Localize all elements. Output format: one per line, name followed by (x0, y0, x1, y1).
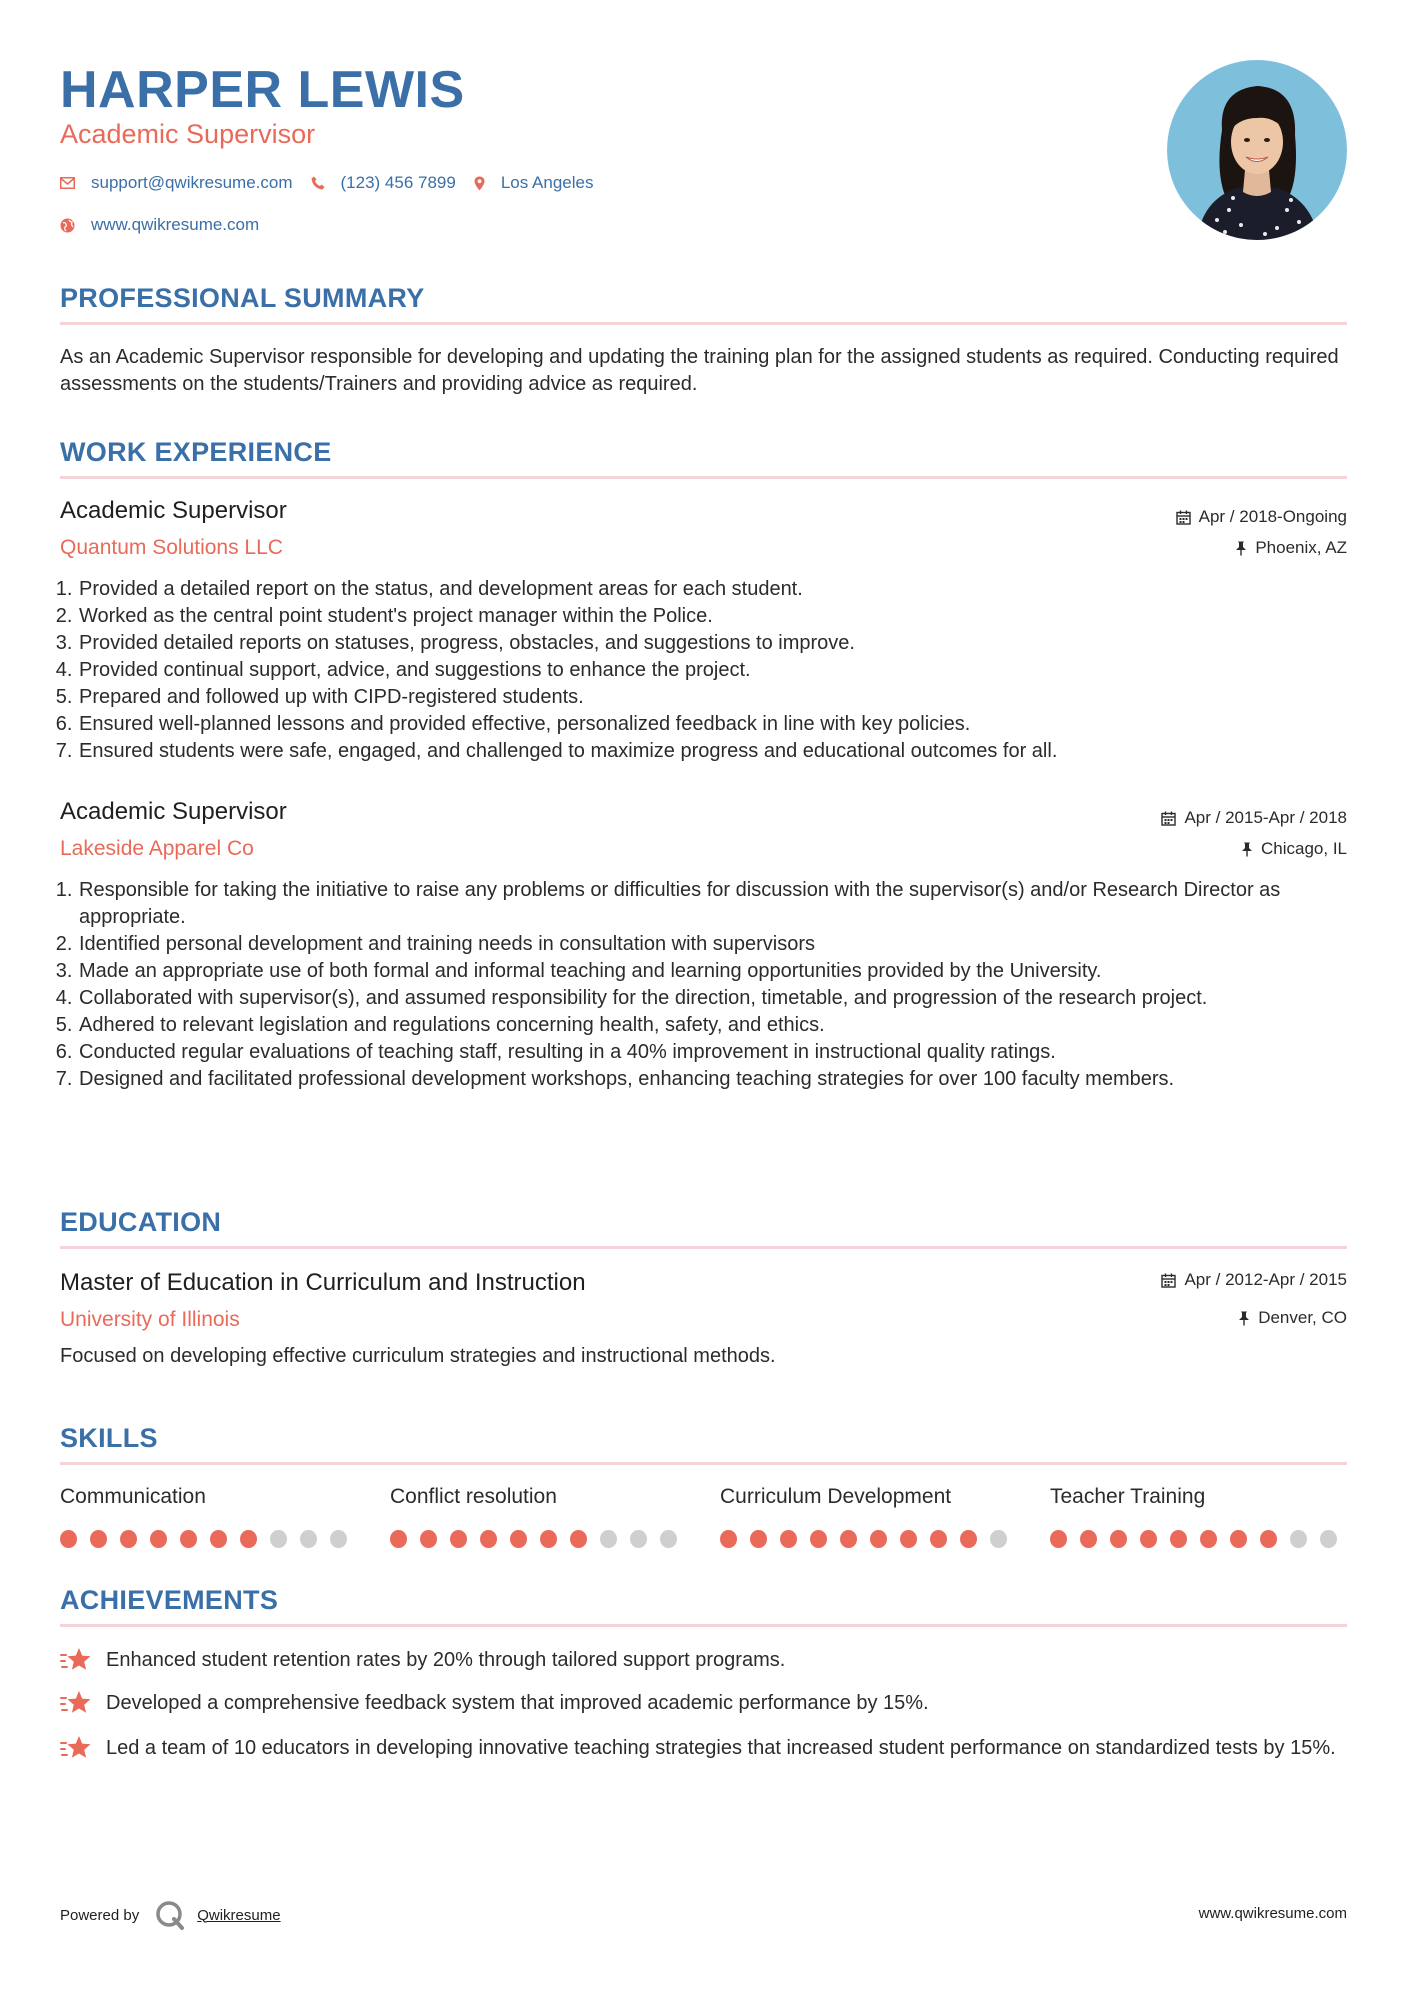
job-dates (1161, 807, 1347, 829)
section-divider (60, 1624, 1347, 1627)
pushpin-icon (1238, 1311, 1250, 1326)
rating-dot-filled (720, 1530, 737, 1548)
calendar-icon (1161, 1273, 1176, 1288)
skills-heading: SKILLS (60, 1423, 158, 1453)
achievement-text: Developed a comprehensive feedback system that improved academic performance by 15%. (106, 1692, 929, 1714)
pushpin-icon (1241, 842, 1253, 857)
rating-dot-filled (120, 1530, 137, 1548)
section-divider (60, 322, 1347, 325)
list-item: 2. Worked as the central point student's project manager within the Police. (78, 603, 1347, 630)
job-location-text: Phoenix, AZ (1255, 538, 1347, 557)
contact-website[interactable] (60, 215, 259, 235)
candidate-name: HARPER LEWIS (60, 61, 465, 119)
rating-dot-filled (1140, 1530, 1157, 1548)
skill-name: Teacher Training (1050, 1485, 1206, 1508)
skill-item (1050, 1484, 1350, 1548)
map-pin-icon (474, 176, 485, 191)
rating-dot-filled (540, 1530, 557, 1548)
list-item: 6. Conducted regular evaluations of teaching staff, resulting in a 40% improvement in instructional quality ratings. (78, 1039, 1347, 1066)
rating-dot-filled (1200, 1530, 1217, 1548)
job-bullets (60, 576, 1347, 765)
rating-dot-empty (270, 1530, 287, 1548)
rating-dot-filled (390, 1530, 407, 1548)
rating-dot-filled (1260, 1530, 1277, 1548)
skill-item (60, 1484, 360, 1548)
job-location (1241, 838, 1347, 860)
achievement-item (60, 1735, 1347, 1762)
list-item: 3. Made an appropriate use of both formal and informal teaching and learning opportunities provided by the University. (78, 958, 1347, 985)
calendar-icon (1161, 811, 1176, 826)
skill-item (390, 1484, 690, 1548)
rating-dot-filled (90, 1530, 107, 1548)
skill-name: Conflict resolution (390, 1485, 557, 1508)
email-text: support@qwikresume.com (91, 173, 293, 192)
summary-text: As an Academic Supervisor responsible for developing and updating the training plan for the assigned students as required. Conducting required assessments on the students/Trainers and providing advice as required. (60, 346, 1339, 395)
job-dates-text: Apr / 2015-Apr / 2018 (1184, 808, 1347, 827)
rating-dot-filled (150, 1530, 167, 1548)
rating-dot-filled (960, 1530, 977, 1548)
rating-dot-filled (1170, 1530, 1187, 1548)
rating-dot-filled (480, 1530, 497, 1548)
skill-rating (720, 1530, 1020, 1548)
star-icon (60, 1735, 92, 1761)
list-item: 4. Provided continual support, advice, and suggestions to enhance the project. (78, 657, 1347, 684)
education-dates-text: Apr / 2012-Apr / 2015 (1184, 1270, 1347, 1289)
education-location-text: Denver, CO (1258, 1308, 1347, 1327)
rating-dot-filled (420, 1530, 437, 1548)
calendar-icon (1176, 510, 1191, 525)
rating-dot-filled (750, 1530, 767, 1548)
location-text: Los Angeles (500, 173, 594, 192)
list-item: 1. Responsible for taking the initiative to raise any problems or difficulties for discussion with the supervisor(s) and/or Research Director as appropriate. (78, 877, 1347, 931)
list-item: 1. Provided a detailed report on the status, and development areas for each student. (78, 576, 1347, 603)
rating-dot-filled (930, 1530, 947, 1548)
list-item: 5. Adhered to relevant legislation and regulations concerning health, safety, and ethics. (78, 1012, 1347, 1039)
skill-name: Curriculum Development (720, 1485, 952, 1508)
achievement-text: Led a team of 10 educators in developing innovative teaching strategies that increased student performance on standardized tests by 15%. (106, 1737, 1336, 1759)
rating-dot-filled (210, 1530, 227, 1548)
rating-dot-filled (1110, 1530, 1127, 1548)
job-dates-text: Apr / 2018-Ongoing (1198, 507, 1347, 526)
rating-dot-filled (570, 1530, 587, 1548)
star-icon (60, 1647, 92, 1673)
job-title: Academic Supervisor (60, 798, 287, 825)
education-dates (1161, 1269, 1347, 1291)
profile-photo (1167, 60, 1347, 240)
company-name: Lakeside Apparel Co (60, 837, 254, 860)
rating-dot-empty (1290, 1530, 1307, 1548)
achievements-heading: ACHIEVEMENTS (60, 1585, 279, 1615)
section-divider (60, 1462, 1347, 1465)
skill-rating (390, 1530, 690, 1548)
skill-rating (1050, 1530, 1350, 1548)
education-location (1238, 1307, 1347, 1329)
contact-row (60, 173, 611, 193)
rating-dot-empty (1320, 1530, 1337, 1548)
job-location-text: Chicago, IL (1261, 839, 1347, 858)
list-item: 7. Designed and facilitated professional development workshops, enhancing teaching strategies for over 100 faculty members. (78, 1066, 1347, 1093)
rating-dot-filled (450, 1530, 467, 1548)
job-bullets (60, 877, 1347, 1093)
education-heading: EDUCATION (60, 1207, 222, 1237)
list-item: 5. Prepared and followed up with CIPD-registered students. (78, 684, 1347, 711)
degree-title: Master of Education in Curriculum and Instruction (60, 1269, 586, 1296)
list-item: 6. Ensured well-planned lessons and provided effective, personalized feedback in line with key policies. (78, 711, 1347, 738)
achievement-item (60, 1647, 1347, 1674)
contact-email[interactable] (60, 173, 293, 193)
rating-dot-filled (1230, 1530, 1247, 1548)
job-location (1235, 537, 1347, 559)
globe-icon (60, 218, 75, 233)
section-divider (60, 476, 1347, 479)
list-item: 4. Collaborated with supervisor(s), and assumed responsibility for the direction, timetable, and progression of the research project. (78, 985, 1347, 1012)
school-name: University of Illinois (60, 1308, 240, 1331)
rating-dot-filled (840, 1530, 857, 1548)
star-icon (60, 1690, 92, 1716)
skill-item (720, 1484, 1020, 1548)
qwikresume-link[interactable]: Qwikresume (197, 1906, 281, 1924)
achievement-item (60, 1690, 1347, 1717)
rating-dot-empty (300, 1530, 317, 1548)
list-item: 3. Provided detailed reports on statuses, progress, obstacles, and suggestions to improve. (78, 630, 1347, 657)
contact-location (474, 173, 594, 193)
rating-dot-filled (180, 1530, 197, 1548)
rating-dot-filled (1050, 1530, 1067, 1548)
rating-dot-filled (510, 1530, 527, 1548)
rating-dot-filled (900, 1530, 917, 1548)
envelope-icon (60, 177, 75, 189)
job-title: Academic Supervisor (60, 497, 287, 524)
job-dates (1176, 506, 1347, 528)
rating-dot-empty (330, 1530, 347, 1548)
list-item: 7. Ensured students were safe, engaged, and challenged to maximize progress and educational outcomes for all. (78, 738, 1347, 765)
phone-icon (311, 176, 325, 190)
education-description: Focused on developing effective curriculum strategies and instructional methods. (60, 1345, 776, 1367)
company-name: Quantum Solutions LLC (60, 536, 283, 559)
rating-dot-filled (870, 1530, 887, 1548)
powered-by-label: Powered by (60, 1906, 140, 1924)
footer-site[interactable]: www.qwikresume.com (1198, 1905, 1347, 1922)
rating-dot-filled (810, 1530, 827, 1548)
qwikresume-logo-icon (153, 1898, 187, 1932)
rating-dot-filled (240, 1530, 257, 1548)
footer-powered-by (60, 1898, 281, 1932)
summary-heading: PROFESSIONAL SUMMARY (60, 283, 425, 313)
pushpin-icon (1235, 541, 1247, 556)
list-item: 2. Identified personal development and training needs in consultation with supervisors (78, 931, 1347, 958)
section-divider (60, 1246, 1347, 1249)
rating-dot-filled (780, 1530, 797, 1548)
website-row (60, 215, 277, 235)
contact-phone[interactable] (311, 173, 456, 193)
skill-name: Communication (60, 1485, 206, 1508)
phone-text: (123) 456 7899 (340, 173, 456, 192)
rating-dot-empty (600, 1530, 617, 1548)
rating-dot-empty (630, 1530, 647, 1548)
website-text: www.qwikresume.com (91, 215, 260, 234)
skill-rating (60, 1530, 360, 1548)
rating-dot-filled (60, 1530, 77, 1548)
experience-heading: WORK EXPERIENCE (60, 437, 332, 467)
candidate-role: Academic Supervisor (60, 119, 316, 149)
rating-dot-filled (1080, 1530, 1097, 1548)
rating-dot-empty (990, 1530, 1007, 1548)
rating-dot-empty (660, 1530, 677, 1548)
achievement-text: Enhanced student retention rates by 20% through tailored support programs. (106, 1649, 786, 1671)
